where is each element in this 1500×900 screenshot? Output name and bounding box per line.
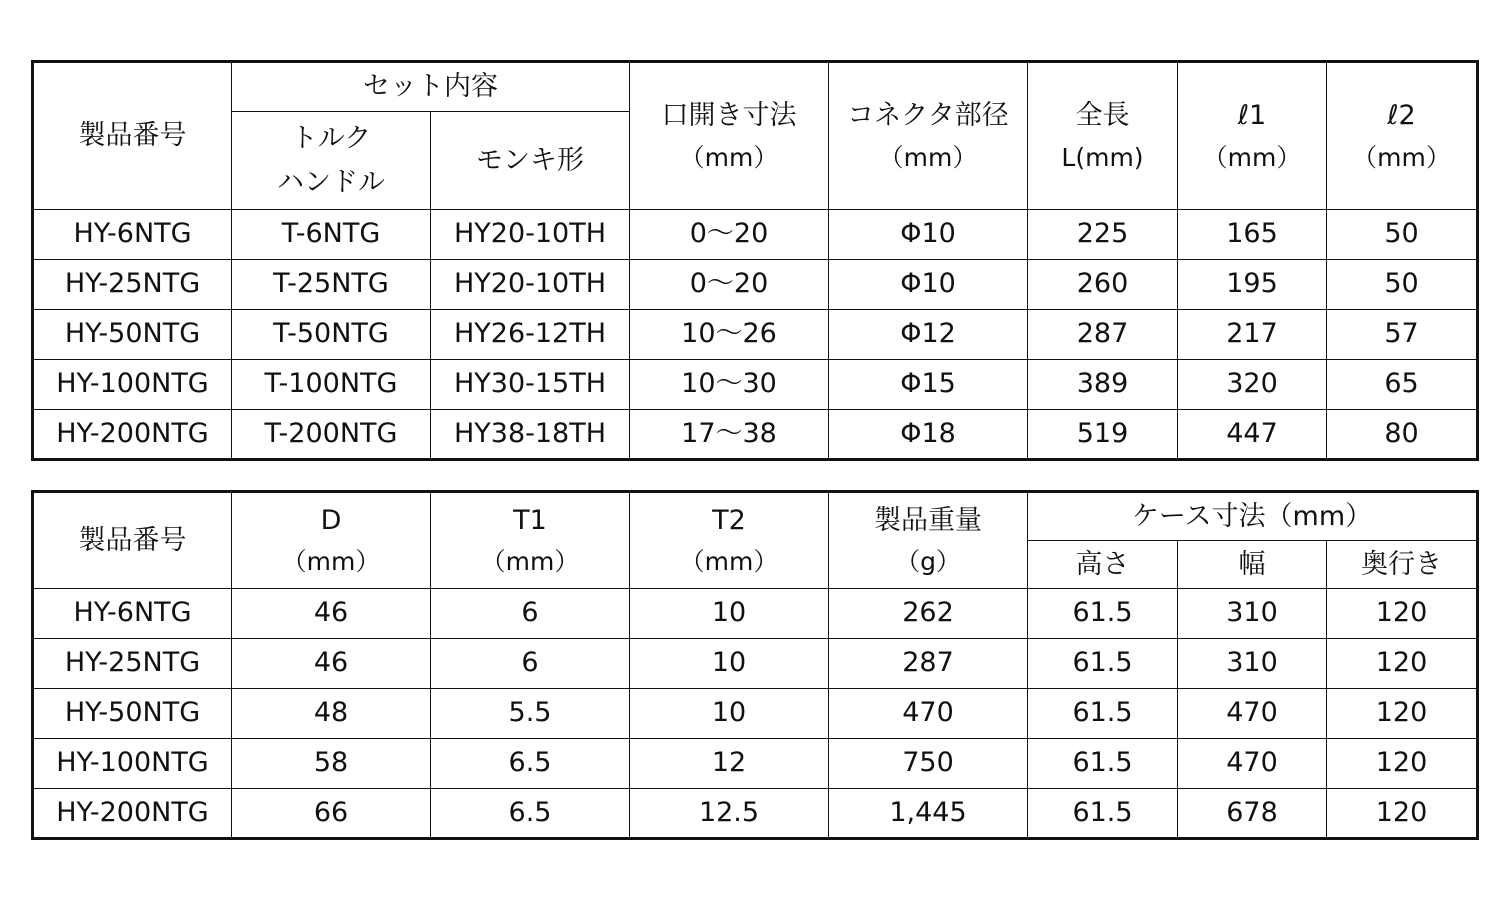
table-cell: HY-50NTG (33, 310, 232, 360)
header-opening-unit: （mm） (679, 142, 779, 172)
header-l2 (1327, 62, 1478, 210)
header-l1 (1178, 62, 1327, 210)
table-cell: HY-100NTG (33, 360, 232, 410)
table-cell: 80 (1327, 410, 1478, 460)
table-cell: 260 (1028, 260, 1178, 310)
table-cell: HY-25NTG (33, 639, 232, 689)
table-cell: 46 (232, 589, 431, 639)
header-opening (630, 62, 829, 210)
table-row (33, 689, 1478, 739)
header-t2-label: T2 (712, 504, 746, 536)
table-cell: T-100NTG (232, 360, 431, 410)
table-row (33, 589, 1478, 639)
table-cell: 12 (630, 739, 829, 789)
table-cell: Φ10 (829, 260, 1028, 310)
table-cell: 470 (829, 689, 1028, 739)
table-cell: HY-200NTG (33, 410, 232, 460)
table-cell: 320 (1178, 360, 1327, 410)
table-cell: 1,445 (829, 789, 1028, 839)
table-cell: 58 (232, 739, 431, 789)
table-cell: T-200NTG (232, 410, 431, 460)
table-cell: 10〜30 (630, 360, 829, 410)
table-row (33, 639, 1478, 689)
table-body (33, 210, 1478, 460)
table-row (33, 260, 1478, 310)
spec-table-weight-case (31, 490, 1479, 840)
header-weight (829, 492, 1028, 589)
table-row (33, 310, 1478, 360)
header-connector (829, 62, 1028, 210)
header-product-no: 製品番号 (33, 492, 232, 589)
table-cell: 195 (1178, 260, 1327, 310)
header-t2-unit: （mm） (679, 547, 779, 577)
table-cell: 389 (1028, 360, 1178, 410)
table-cell: 10 (630, 639, 829, 689)
header-t1-label: T1 (513, 504, 547, 536)
table-cell: HY-50NTG (33, 689, 232, 739)
table-cell: 61.5 (1028, 689, 1178, 739)
table-cell: 120 (1327, 789, 1478, 839)
table-row (33, 210, 1478, 260)
table-cell: 217 (1178, 310, 1327, 360)
table-cell: 470 (1178, 689, 1327, 739)
table-body (33, 589, 1478, 839)
header-total-length (1028, 62, 1178, 210)
table-cell: Φ12 (829, 310, 1028, 360)
table-cell: 447 (1178, 410, 1327, 460)
header-opening-label: 口開き寸法 (661, 100, 797, 132)
table-row (33, 789, 1478, 839)
table-cell: Φ10 (829, 210, 1028, 260)
table-cell: Φ15 (829, 360, 1028, 410)
header-width: 幅 (1178, 541, 1327, 589)
header-l2-label: ℓ2 (1387, 100, 1416, 132)
table-cell: HY30-15TH (431, 360, 630, 410)
table-cell: 6.5 (431, 739, 630, 789)
table-cell: T-50NTG (232, 310, 431, 360)
table-cell: 6 (431, 589, 630, 639)
header-set-contents: セット内容 (232, 62, 630, 112)
table-cell: 65 (1327, 360, 1478, 410)
header-case-dimensions: ケース寸法（mm） (1028, 492, 1478, 541)
table-cell: 120 (1327, 589, 1478, 639)
header-t1 (431, 492, 630, 589)
table-cell: Φ18 (829, 410, 1028, 460)
table-cell: HY-6NTG (33, 210, 232, 260)
table-cell: 120 (1327, 689, 1478, 739)
header-connector-unit: （mm） (878, 142, 978, 172)
table-cell: 10 (630, 689, 829, 739)
table-cell: 48 (232, 689, 431, 739)
table-cell: 0〜20 (630, 260, 829, 310)
table-cell: HY-200NTG (33, 789, 232, 839)
table-cell: 50 (1327, 210, 1478, 260)
table-cell: 519 (1028, 410, 1178, 460)
header-l1-unit: （mm） (1202, 142, 1302, 172)
header-weight-unit: （g） (895, 547, 961, 577)
table-cell: 5.5 (431, 689, 630, 739)
table-cell: 50 (1327, 260, 1478, 310)
header-monkey: モンキ形 (431, 112, 630, 210)
table-cell: 287 (829, 639, 1028, 689)
table-cell: T-25NTG (232, 260, 431, 310)
header-weight-label: 製品重量 (874, 504, 982, 536)
header-l2-unit: （mm） (1352, 142, 1451, 172)
table-cell: 120 (1327, 639, 1478, 689)
header-torque-handle-line2: ハンドル (277, 166, 385, 198)
table-cell: HY38-18TH (431, 410, 630, 460)
table-cell: 46 (232, 639, 431, 689)
header-depth: 奥行き (1327, 541, 1478, 589)
table-cell: 6.5 (431, 789, 630, 839)
header-torque-handle (232, 112, 431, 210)
table-cell: 61.5 (1028, 789, 1178, 839)
table-cell: T-6NTG (232, 210, 431, 260)
table-cell: 310 (1178, 639, 1327, 689)
table-row (33, 410, 1478, 460)
table-cell: HY-100NTG (33, 739, 232, 789)
header-total-length-label: 全長 (1075, 100, 1130, 132)
table-cell: 10〜26 (630, 310, 829, 360)
header-d (232, 492, 431, 589)
table-cell: 262 (829, 589, 1028, 639)
header-torque-handle-line1: トルク (290, 123, 372, 155)
table-cell: 66 (232, 789, 431, 839)
table-cell: 678 (1178, 789, 1327, 839)
header-product-no: 製品番号 (33, 62, 232, 210)
table-cell: HY26-12TH (431, 310, 630, 360)
spec-table-dimensions (31, 60, 1479, 461)
table-cell: 0〜20 (630, 210, 829, 260)
table-cell: 165 (1178, 210, 1327, 260)
table-cell: 6 (431, 639, 630, 689)
table-cell: 10 (630, 589, 829, 639)
table-cell: 17〜38 (630, 410, 829, 460)
table-cell: 470 (1178, 739, 1327, 789)
header-d-label: D (320, 504, 342, 536)
table-cell: 61.5 (1028, 639, 1178, 689)
header-connector-label: コネクタ部径 (847, 100, 1009, 132)
table-cell: HY-6NTG (33, 589, 232, 639)
table-cell: 12.5 (630, 789, 829, 839)
header-t1-unit: （mm） (480, 547, 580, 577)
table-cell: HY20-10TH (431, 260, 630, 310)
table-cell: 225 (1028, 210, 1178, 260)
table-cell: 287 (1028, 310, 1178, 360)
table-cell: 61.5 (1028, 589, 1178, 639)
table-cell: 57 (1327, 310, 1478, 360)
header-total-length-unit: L(mm) (1061, 142, 1144, 172)
table-cell: 310 (1178, 589, 1327, 639)
table-row (33, 739, 1478, 789)
table-row (33, 360, 1478, 410)
table-cell: 61.5 (1028, 739, 1178, 789)
header-height: 高さ (1028, 541, 1178, 589)
header-l1-label: ℓ1 (1237, 100, 1267, 132)
table-cell: 750 (829, 739, 1028, 789)
table-cell: 120 (1327, 739, 1478, 789)
table-cell: HY20-10TH (431, 210, 630, 260)
header-t2 (630, 492, 829, 589)
header-d-unit: （mm） (281, 547, 381, 577)
table-cell: HY-25NTG (33, 260, 232, 310)
